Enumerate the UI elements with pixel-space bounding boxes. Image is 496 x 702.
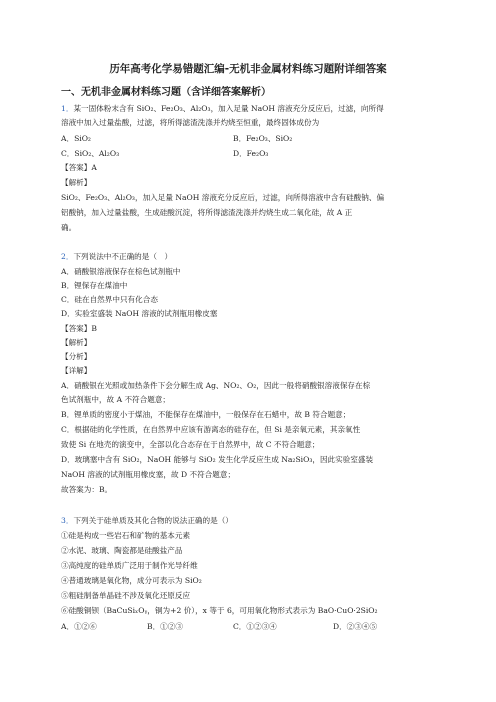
- q3-stem: 3．下列关于硅单质及其化合物的说法正确的是（）: [61, 516, 233, 525]
- q2-detail-line-3: B．锂单质的密度小于煤油，不能保存在煤油中，一般保存在石蜡中，故 B 符合题意；: [61, 410, 351, 419]
- q1-number: 1．: [61, 104, 74, 113]
- q2-analysis-tag: 【解析】: [61, 338, 92, 347]
- q2-detail-line-7: NaOH 溶液的试剂瓶用橡皮塞，故 D 不符合题意；: [61, 470, 236, 479]
- q1-option-b: B．Fe₂O₃、SiO₂: [233, 134, 293, 143]
- q2-stem: 2．下列说法中不正确的是（ ）: [61, 252, 173, 261]
- q3-option-c: C．①②③④: [233, 622, 277, 631]
- q1-option-a: A．SiO₂: [61, 134, 91, 143]
- q2-detail-tag: 【详解】: [61, 366, 92, 375]
- q3-statement-5: ⑤粗硅制备单晶硅不涉及氧化还原反应: [61, 591, 191, 600]
- q2-option-a: A．硝酸银溶液保存在棕色试剂瓶中: [61, 267, 181, 276]
- q2-option-c: C．硅在自然界中只有化合态: [61, 295, 158, 304]
- q2-detail-line-5: 致使 Si 在地壳的演变中，全部以化合态存在于自然界中，故 C 不符合题意；: [61, 440, 320, 449]
- q1-analysis-tag: 【解析】: [61, 178, 92, 187]
- q3-option-a: A．①②⑥: [61, 622, 97, 631]
- q2-analyze-tag: 【分析】: [61, 352, 92, 361]
- q3-option-b: B．①②③: [147, 622, 183, 631]
- q2-detail-line-6: D．玻璃塞中含有 SiO₂，NaOH 能够与 SiO₂ 发生化学反应生成 Na₂SiO₃，因此实验室盛装: [61, 455, 374, 464]
- q2-option-d: D．实验室盛装 NaOH 溶液的试剂瓶用橡皮塞: [61, 309, 218, 318]
- q3-number: 3．: [61, 516, 74, 525]
- q1-stem-line-2: 溶液中加入过量盐酸，过滤，将所得滤渣洗涤并灼烧至恒重，最终固体成份为: [61, 118, 320, 127]
- q2-option-b: B．锂保存在煤油中: [61, 281, 128, 290]
- q3-statement-4: ④普通玻璃是氧化物，成分可表示为 SiO₂: [61, 576, 202, 585]
- q1-explanation-line-2: 铝酸钠，加入过量盐酸，生成硅酸沉淀，将所得滤渣洗涤并灼烧生成二氧化硅，故 A 正: [61, 208, 353, 217]
- q2-detail-line-4: C．根据硅的化学性质，在自然界中应该有游离态的硅存在，但 Si 是亲氧元素，其亲氧性: [61, 425, 361, 434]
- q3-statement-6: ⑥硅酸铜钡（BaCuSiₓOᵧ，铜为+2 价），x 等于 6，可用氧化物形式表示为 BaO·CuO·2SiO₂: [61, 606, 378, 615]
- q1-option-d: D．Fe₂O₃: [233, 149, 269, 158]
- q2-answer: 【答案】B: [61, 324, 97, 333]
- q3-option-d: D．②③④⑤: [333, 622, 378, 631]
- section-heading: 一、无机非金属材料练习题（含详细答案解析）: [61, 87, 271, 98]
- q2-detail-line-8: 故答案为：B。: [61, 485, 113, 494]
- q2-number: 2．: [61, 252, 74, 261]
- q2-detail-line-2: 色试剂瓶中，故 A 不符合题意；: [61, 395, 171, 404]
- document-title: 历年高考化学易错题汇编-无机非金属材料练习题附详细答案: [109, 63, 387, 75]
- q1-option-c: C．SiO₂、Al₂O₃: [61, 149, 120, 158]
- q1-explanation-line-1: SiO₂、Fe₂O₃、Al₂O₃，加入足量 NaOH 溶液充分反应后，过滤，向所得溶液中含有硅酸钠、偏: [61, 193, 385, 202]
- q3-statement-3: ③高纯度的硅单质广泛用于制作光导纤维: [61, 561, 198, 570]
- q3-statement-1: ①硅是构成一些岩石和矿物的基本元素: [61, 531, 191, 540]
- q1-answer: 【答案】A: [61, 163, 97, 172]
- q1-stem-line-1: 1．某一固体粉末含有 SiO₂、Fe₂O₃、Al₂O₃，加入足量 NaOH 溶液充分反应后，过滤，向所得: [61, 104, 384, 113]
- q2-detail-line-1: A．硝酸银在光照或加热条件下会分解生成 Ag、NO₂、O₂，因此一般将硝酸银溶液保存在棕: [61, 381, 371, 390]
- q3-statement-2: ②水泥、玻璃、陶瓷都是硅酸盐产品: [61, 546, 183, 555]
- q1-explanation-line-3: 确。: [61, 223, 77, 232]
